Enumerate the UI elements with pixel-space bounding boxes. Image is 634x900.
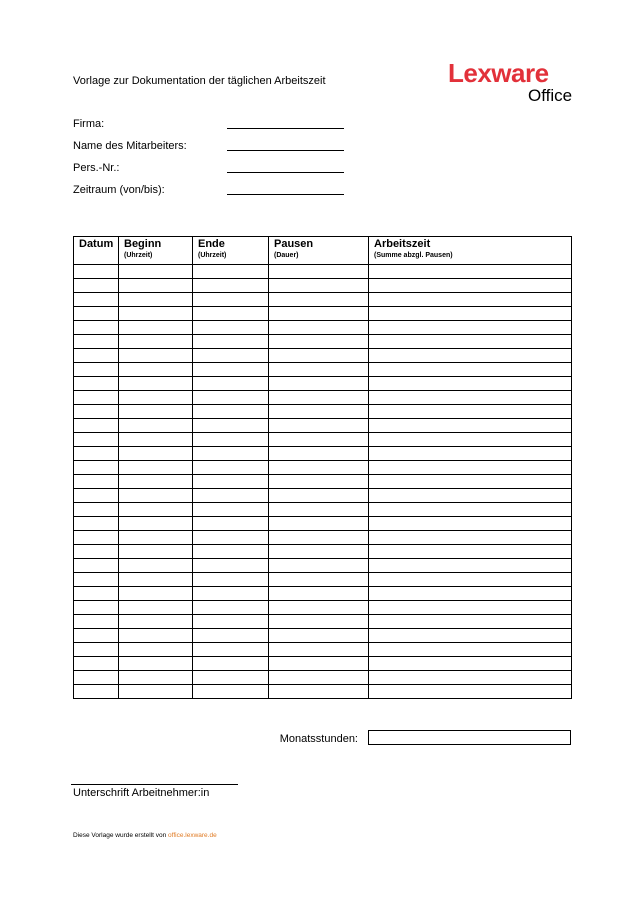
table-row — [74, 573, 572, 587]
table-cell[interactable] — [193, 349, 269, 363]
table-row — [74, 489, 572, 503]
table-cell[interactable] — [269, 503, 369, 517]
table-cell[interactable] — [119, 335, 193, 349]
table-cell[interactable] — [119, 293, 193, 307]
table-cell[interactable] — [369, 685, 572, 699]
monthly-hours-label: Monatsstunden: — [279, 733, 358, 745]
table-row — [74, 391, 572, 405]
table-cell[interactable] — [193, 573, 269, 587]
table-cell[interactable] — [74, 629, 119, 643]
table-cell[interactable] — [369, 349, 572, 363]
table-cell[interactable] — [193, 279, 269, 293]
table-cell[interactable] — [74, 643, 119, 657]
monthly-hours-field[interactable] — [368, 730, 571, 745]
table-cell[interactable] — [193, 517, 269, 531]
field-line-firma[interactable] — [227, 128, 344, 129]
table-cell[interactable] — [74, 335, 119, 349]
table-cell[interactable] — [269, 461, 369, 475]
table-cell[interactable] — [74, 377, 119, 391]
table-row — [74, 503, 572, 517]
table-cell[interactable] — [369, 307, 572, 321]
table-cell[interactable] — [119, 559, 193, 573]
table-row — [74, 643, 572, 657]
table-cell[interactable] — [369, 503, 572, 517]
table-cell[interactable] — [119, 279, 193, 293]
table-cell[interactable] — [193, 531, 269, 545]
table-cell[interactable] — [119, 601, 193, 615]
table-cell[interactable] — [74, 363, 119, 377]
table-row — [74, 405, 572, 419]
table-cell[interactable] — [193, 475, 269, 489]
table-cell[interactable] — [269, 363, 369, 377]
table-cell[interactable] — [119, 321, 193, 335]
table-cell[interactable] — [269, 349, 369, 363]
table-cell[interactable] — [74, 391, 119, 405]
table-cell[interactable] — [193, 363, 269, 377]
table-cell[interactable] — [193, 615, 269, 629]
table-cell[interactable] — [369, 573, 572, 587]
table-cell[interactable] — [369, 363, 572, 377]
table-cell[interactable] — [119, 573, 193, 587]
table-cell[interactable] — [119, 391, 193, 405]
table-cell[interactable] — [74, 293, 119, 307]
table-cell[interactable] — [369, 447, 572, 461]
table-cell[interactable] — [74, 279, 119, 293]
table-cell[interactable] — [369, 377, 572, 391]
column-header-ende: Ende (Uhrzeit) — [193, 237, 269, 265]
table-cell[interactable] — [369, 545, 572, 559]
table-cell[interactable] — [269, 685, 369, 699]
table-cell[interactable] — [369, 419, 572, 433]
column-header-arbeitszeit: Arbeitszeit (Summe abzgl. Pausen) — [369, 237, 572, 265]
table-row — [74, 293, 572, 307]
table-cell[interactable] — [193, 587, 269, 601]
table-cell[interactable] — [269, 307, 369, 321]
field-line-zeitraum[interactable] — [227, 194, 344, 195]
footer-link[interactable]: office.lexware.de — [168, 832, 217, 839]
table-cell[interactable] — [119, 545, 193, 559]
table-cell[interactable] — [369, 279, 572, 293]
table-cell[interactable] — [369, 643, 572, 657]
table-row — [74, 545, 572, 559]
table-cell[interactable] — [119, 671, 193, 685]
field-label-name: Name des Mitarbeiters: — [73, 140, 187, 152]
table-cell[interactable] — [193, 293, 269, 307]
table-cell[interactable] — [193, 461, 269, 475]
table-cell[interactable] — [269, 405, 369, 419]
table-cell[interactable] — [74, 545, 119, 559]
table-row — [74, 517, 572, 531]
table-cell[interactable] — [119, 629, 193, 643]
table-cell[interactable] — [119, 643, 193, 657]
table-cell[interactable] — [269, 293, 369, 307]
table-cell[interactable] — [193, 643, 269, 657]
table-row — [74, 419, 572, 433]
table-cell[interactable] — [193, 405, 269, 419]
table-cell[interactable] — [74, 587, 119, 601]
table-cell[interactable] — [193, 321, 269, 335]
table-cell[interactable] — [269, 419, 369, 433]
table-cell[interactable] — [369, 671, 572, 685]
table-cell[interactable] — [74, 559, 119, 573]
document-title: Vorlage zur Dokumentation der täglichen Arbeitszeit — [73, 75, 326, 87]
table-row — [74, 461, 572, 475]
table-cell[interactable] — [193, 489, 269, 503]
table-row — [74, 601, 572, 615]
table-cell[interactable] — [74, 321, 119, 335]
timesheet-table — [73, 236, 572, 699]
footer-text: Diese Vorlage wurde erstellt von — [73, 832, 167, 839]
table-cell[interactable] — [193, 685, 269, 699]
table-cell[interactable] — [119, 349, 193, 363]
column-header-pausen: Pausen (Dauer) — [269, 237, 369, 265]
table-cell[interactable] — [74, 419, 119, 433]
table-cell[interactable] — [119, 685, 193, 699]
field-label-zeitraum: Zeitraum (von/bis): — [73, 184, 165, 196]
table-cell[interactable] — [269, 475, 369, 489]
table-row — [74, 377, 572, 391]
table-row — [74, 587, 572, 601]
table-cell[interactable] — [119, 531, 193, 545]
table-cell[interactable] — [119, 657, 193, 671]
table-cell[interactable] — [193, 629, 269, 643]
signature-line[interactable] — [71, 784, 238, 785]
table-row — [74, 349, 572, 363]
table-row — [74, 265, 572, 279]
table-cell[interactable] — [269, 643, 369, 657]
table-cell[interactable] — [74, 405, 119, 419]
table-cell[interactable] — [74, 503, 119, 517]
table-cell[interactable] — [193, 433, 269, 447]
table-cell[interactable] — [269, 657, 369, 671]
field-label-firma: Firma: — [73, 118, 105, 130]
table-cell[interactable] — [369, 489, 572, 503]
table-row — [74, 629, 572, 643]
table-row — [74, 685, 572, 699]
table-cell[interactable] — [369, 321, 572, 335]
table-cell[interactable] — [193, 307, 269, 321]
table-cell[interactable] — [74, 489, 119, 503]
table-cell[interactable] — [269, 433, 369, 447]
table-cell[interactable] — [269, 587, 369, 601]
table-cell[interactable] — [119, 447, 193, 461]
field-label-persnr: Pers.-Nr.: — [73, 162, 120, 174]
table-cell[interactable] — [369, 461, 572, 475]
table-cell[interactable] — [369, 559, 572, 573]
table-cell[interactable] — [369, 405, 572, 419]
footer-note — [73, 832, 217, 839]
table-cell[interactable] — [119, 517, 193, 531]
table-cell[interactable] — [269, 517, 369, 531]
table-row — [74, 307, 572, 321]
table-cell[interactable] — [193, 657, 269, 671]
table-row — [74, 321, 572, 335]
table-cell[interactable] — [74, 657, 119, 671]
table-cell[interactable] — [119, 307, 193, 321]
table-row — [74, 279, 572, 293]
table-cell[interactable] — [193, 503, 269, 517]
table-cell[interactable] — [119, 377, 193, 391]
table-cell[interactable] — [74, 349, 119, 363]
table-cell[interactable] — [193, 545, 269, 559]
field-line-persnr[interactable] — [227, 172, 344, 173]
table-cell[interactable] — [269, 279, 369, 293]
column-header-datum: Datum — [74, 237, 119, 265]
table-cell[interactable] — [369, 629, 572, 643]
signature-label: Unterschrift Arbeitnehmer:in — [73, 787, 210, 799]
table-cell[interactable] — [369, 587, 572, 601]
table-cell[interactable] — [369, 531, 572, 545]
table-cell[interactable] — [74, 601, 119, 615]
logo-subtitle: Office — [528, 86, 573, 105]
table-cell[interactable] — [369, 293, 572, 307]
table-cell[interactable] — [269, 615, 369, 629]
table-cell[interactable] — [119, 475, 193, 489]
table-cell[interactable] — [193, 671, 269, 685]
table-cell[interactable] — [74, 517, 119, 531]
table-cell[interactable] — [369, 391, 572, 405]
table-cell[interactable] — [74, 433, 119, 447]
table-header-row — [74, 237, 572, 265]
table-cell[interactable] — [269, 265, 369, 279]
table-cell[interactable] — [193, 335, 269, 349]
table-cell[interactable] — [193, 391, 269, 405]
table-row — [74, 531, 572, 545]
table-cell[interactable] — [74, 531, 119, 545]
table-cell[interactable] — [269, 391, 369, 405]
column-header-beginn: Beginn (Uhrzeit) — [119, 237, 193, 265]
table-cell[interactable] — [269, 321, 369, 335]
table-cell[interactable] — [269, 629, 369, 643]
table-cell[interactable] — [74, 461, 119, 475]
table-cell[interactable] — [369, 335, 572, 349]
table-cell[interactable] — [74, 265, 119, 279]
table-cell[interactable] — [269, 671, 369, 685]
table-cell[interactable] — [193, 559, 269, 573]
table-cell[interactable] — [269, 573, 369, 587]
table-row — [74, 447, 572, 461]
table-cell[interactable] — [119, 433, 193, 447]
table-cell[interactable] — [119, 587, 193, 601]
table-cell[interactable] — [119, 405, 193, 419]
table-cell[interactable] — [369, 433, 572, 447]
table-cell[interactable] — [269, 447, 369, 461]
table-cell[interactable] — [193, 265, 269, 279]
logo-wordmark: Lexware — [448, 58, 549, 88]
table-row — [74, 363, 572, 377]
table-cell[interactable] — [369, 601, 572, 615]
table-cell[interactable] — [269, 377, 369, 391]
table-cell[interactable] — [119, 489, 193, 503]
table-cell[interactable] — [74, 685, 119, 699]
table-cell[interactable] — [369, 265, 572, 279]
table-cell[interactable] — [269, 601, 369, 615]
table-cell[interactable] — [193, 419, 269, 433]
table-cell[interactable] — [193, 377, 269, 391]
table-cell[interactable] — [119, 461, 193, 475]
table-cell[interactable] — [119, 265, 193, 279]
table-cell[interactable] — [369, 517, 572, 531]
table-cell[interactable] — [74, 475, 119, 489]
table-cell[interactable] — [269, 559, 369, 573]
table-cell[interactable] — [119, 615, 193, 629]
table-cell[interactable] — [119, 363, 193, 377]
table-cell[interactable] — [369, 475, 572, 489]
table-cell[interactable] — [269, 335, 369, 349]
table-cell[interactable] — [74, 573, 119, 587]
table-cell[interactable] — [74, 671, 119, 685]
table-cell[interactable] — [269, 531, 369, 545]
table-row — [74, 433, 572, 447]
table-cell[interactable] — [74, 447, 119, 461]
table-cell[interactable] — [193, 447, 269, 461]
table-cell[interactable] — [369, 657, 572, 671]
table-row — [74, 559, 572, 573]
table-cell[interactable] — [269, 545, 369, 559]
table-row — [74, 475, 572, 489]
table-cell[interactable] — [369, 615, 572, 629]
table-cell[interactable] — [74, 307, 119, 321]
table-cell[interactable] — [269, 489, 369, 503]
table-row — [74, 615, 572, 629]
field-line-name[interactable] — [227, 150, 344, 151]
table-row — [74, 657, 572, 671]
table-cell[interactable] — [119, 503, 193, 517]
table-row — [74, 335, 572, 349]
table-cell[interactable] — [193, 601, 269, 615]
table-row — [74, 671, 572, 685]
table-cell[interactable] — [119, 419, 193, 433]
table-cell[interactable] — [74, 615, 119, 629]
